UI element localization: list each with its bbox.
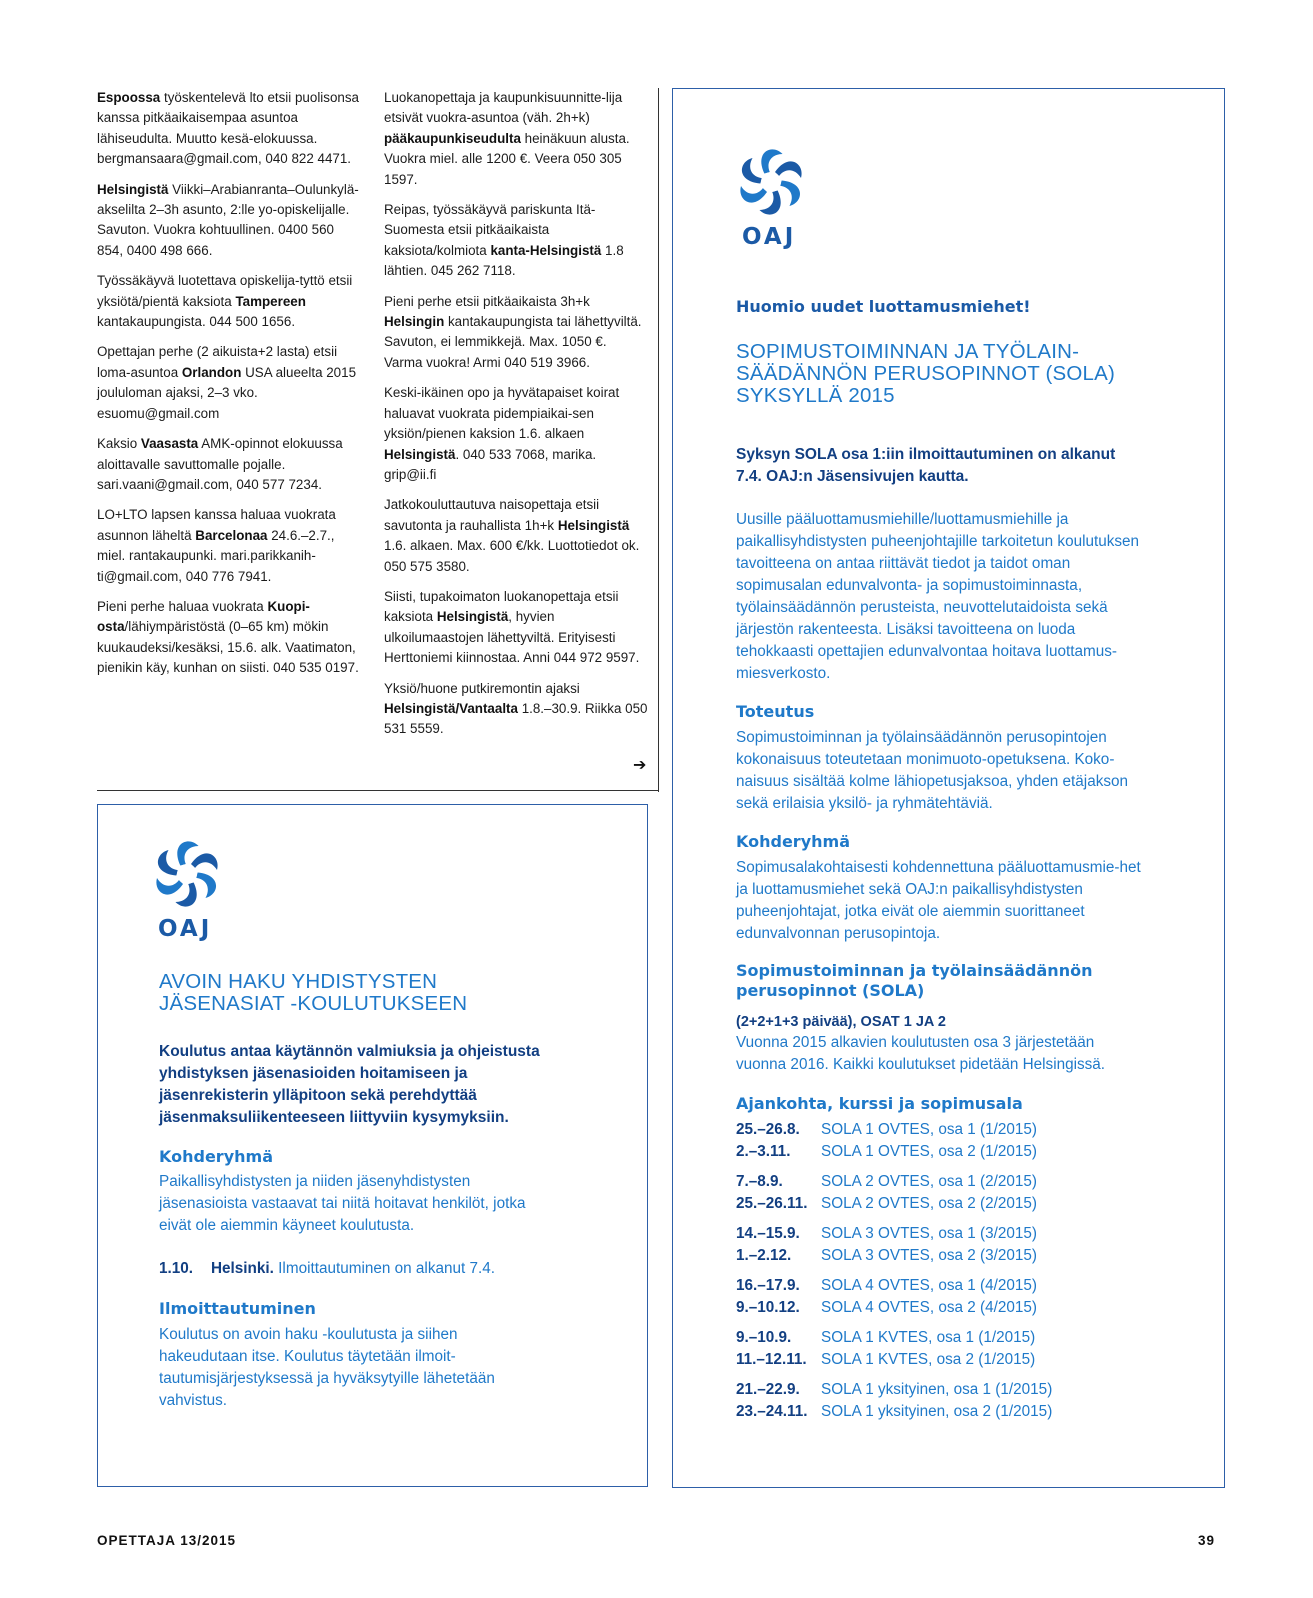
ad-location: Helsingistä xyxy=(384,446,456,462)
ad-location: Helsingistä xyxy=(436,609,509,625)
schedule-course: SOLA 3 OVTES, osa 2 (3/2015) xyxy=(821,1247,1037,1264)
ads-column-2 xyxy=(384,88,648,750)
box1-date-line xyxy=(159,1258,619,1280)
ad-text: 1.6. alkaen. Max. 600 €/kk. Luottotiedot ok. 050 575 3580. xyxy=(384,538,640,574)
oaj-logo-icon xyxy=(152,839,222,909)
schedule-course: SOLA 4 OVTES, osa 2 (4/2015) xyxy=(821,1299,1037,1316)
box2-kicker: Huomio uudet luottamusmiehet! xyxy=(736,297,1031,316)
classified-ad xyxy=(384,383,648,485)
ad-text: työskentelevä lto etsii puolisonsa kanssa pitkäaikaisempaa asuntoa lähiseudulta. Muutto kesä-elokuussa. bergmansaara@gmail.com, 040 822 4471. xyxy=(97,90,360,167)
ads-column-1 xyxy=(97,88,361,689)
box1-subheading-ilmoittautuminen: Ilmoittautuminen xyxy=(159,1299,316,1318)
box1-date: 1.10. xyxy=(159,1260,194,1277)
ad-location: Espoossa xyxy=(97,90,161,105)
classified-ad xyxy=(384,587,648,669)
schedule-date: 25.–26.8. xyxy=(736,1121,800,1138)
box2-subheading-toteutus: Toteutus xyxy=(736,702,815,721)
schedule-course: SOLA 2 OVTES, osa 1 (2/2015) xyxy=(821,1173,1037,1190)
ad-text: LO+LTO lapsen kanssa haluaa vuokrata asunnon läheltä xyxy=(97,507,336,543)
schedule-date: 2.–3.11. xyxy=(736,1143,791,1160)
box1-headline: AVOIN HAKU YHDISTYSTEN JÄSENASIAT -KOULUTUKSEEN xyxy=(159,970,468,1015)
schedule-row xyxy=(736,1379,1156,1401)
schedule-date: 11.–12.11. xyxy=(736,1351,807,1368)
schedule-group xyxy=(736,1379,1156,1423)
classified-ad xyxy=(97,434,361,495)
classified-ad xyxy=(97,180,361,262)
ad-text: kantakaupungista. 044 500 1656. xyxy=(97,314,296,330)
schedule-date: 1.–2.12. xyxy=(736,1247,792,1264)
classified-ad xyxy=(384,88,648,190)
schedule-row xyxy=(736,1171,1156,1193)
schedule-row xyxy=(736,1327,1156,1349)
schedule-row xyxy=(736,1401,1156,1423)
ad-text: , hyvien ulkoilumaastojen lähettyviltä. Erityisesti Herttoniemi kiinnostaa. Anni 044 972 9597. xyxy=(384,609,640,666)
schedule-course: SOLA 1 yksityinen, osa 1 (1/2015) xyxy=(821,1381,1053,1398)
ad-location: Barcelonaa xyxy=(195,527,268,543)
schedule-group xyxy=(736,1171,1156,1215)
schedule-date: 9.–10.12. xyxy=(736,1299,800,1316)
ad-text: . 040 533 7068, marika. grip@ii.fi xyxy=(384,446,597,482)
oaj-logo-text: OAJ xyxy=(742,224,797,250)
ad-text: Pieni perhe haluaa vuokrata xyxy=(97,598,268,614)
schedule-group xyxy=(736,1119,1156,1163)
schedule-row xyxy=(736,1193,1156,1215)
classified-ad xyxy=(384,679,648,740)
ad-location: Helsingistä xyxy=(557,517,630,533)
schedule-date: 14.–15.9. xyxy=(736,1225,800,1242)
box1-city: Helsinki. xyxy=(211,1260,274,1277)
schedule-course: SOLA 1 KVTES, osa 1 (1/2015) xyxy=(821,1329,1036,1346)
ad-box-sola xyxy=(672,88,1225,1488)
schedule-group xyxy=(736,1275,1156,1319)
oaj-logo-text: OAJ xyxy=(158,916,213,942)
schedule-group xyxy=(736,1223,1156,1267)
ad-text: Luokanopettaja ja kaupunkisuunnitte-lija etsivät vuokra-asuntoa (väh. 2h+k) xyxy=(384,90,623,126)
classified-ad xyxy=(97,88,361,170)
ad-text: Keski-ikäinen opo ja hyvätapaiset koirat haluavat vuokrata pidempiaikai-sen yksiön/pienen kaksion 1.6. alkaen xyxy=(384,385,620,442)
ad-text: Työssäkäyvä luotettava opiskelija-tyttö etsii yksiötä/pientä kaksiota xyxy=(97,273,353,309)
oaj-logo-icon xyxy=(736,147,806,217)
footer-page-number: 39 xyxy=(1197,1533,1215,1548)
ad-text: Siisti, tupakoimaton luokanopettaja etsii kaksiota xyxy=(384,588,619,625)
box2-intro: Uusille pääluottamusmiehille/luottamusmiehille ja paikallisyhdistysten puheenjohtajille tarkoitetun koulutuksen tavoitteena on antaa riittävät tiedot ja taidot oman sopimusalan edunvalvonta- ja sopimustoiminnasta, työlainsäädännön perusteista, neuvottelutaidoista sekä järjestön rakenteesta. Lisäksi tavoitteena on luoda tehokkaasti opettajien edunvalvontaa hoitava luottamus-miesverkosto. xyxy=(736,511,1140,682)
ad-text: 1.8.–30.9. Riikka 050 531 5559. xyxy=(384,700,648,737)
schedule-row xyxy=(736,1119,1156,1141)
ad-text: AMK-opinnot elokuussa aloittavalle savuttomalle pojalle. sari.vaani@gmail.com, 040 577 7234. xyxy=(97,436,343,492)
classified-ad xyxy=(384,292,648,374)
ad-location: Helsingistä xyxy=(97,181,169,197)
ad-text: Yksiö/huone putkiremontin ajaksi xyxy=(384,680,580,696)
ad-location: kanta-Helsingistä xyxy=(490,242,602,258)
classified-ad xyxy=(97,597,361,679)
box2-subheading-sola: Sopimustoiminnan ja työlainsäädännön perusopinnot (SOLA) xyxy=(736,961,1093,1000)
box1-subheading-kohderyhma: Kohderyhmä xyxy=(159,1147,273,1166)
ad-location: Helsingin xyxy=(384,314,445,330)
box1-body-ilmoittautuminen: Koulutus on avoin haku -koulutusta ja siihen hakeudutaan itse. Koulutus täytetään ilmoit-tautumisjärjestyksessä ja hyväksytyille lähetetään vahvistus. xyxy=(159,1326,495,1409)
classified-ad xyxy=(384,495,648,577)
ad-location: pääkaupunkiseudulta xyxy=(384,130,521,146)
box2-subheading-kohderyhma: Kohderyhmä xyxy=(736,832,850,851)
schedule-row xyxy=(736,1141,1156,1163)
schedule-course: SOLA 1 KVTES, osa 2 (1/2015) xyxy=(821,1351,1036,1368)
ad-text: Reipas, työssäkäyvä pariskunta Itä-Suomesta etsii pitkäaikaista kaksiota/kolmiota xyxy=(384,202,596,258)
ad-box-jasenasiat xyxy=(97,804,648,1487)
box2-headline: SOPIMUSTOIMINNAN JA TYÖLAIN- SÄÄDÄNNÖN PERUSOPINNOT (SOLA) SYKSYLLÄ 2015 xyxy=(736,340,1116,407)
box2-parts: (2+2+1+3 päivää), OSAT 1 JA 2 xyxy=(736,1014,946,1030)
classified-ad xyxy=(384,200,648,282)
ad-text: heinäkuun alusta. Vuokra miel. alle 1200 €. Veera 050 305 1597. xyxy=(384,130,630,187)
ad-location: Kuopi-osta xyxy=(97,598,310,635)
ad-text: 1.8 lähtien. 045 262 7118. xyxy=(384,242,624,279)
box2-body-sola: Vuonna 2015 alkavien koulutusten osa 3 järjestetään vuonna 2016. Kaikki koulutukset pidetään Helsingissä. xyxy=(736,1034,1106,1073)
classified-ad xyxy=(97,342,361,424)
schedule-row xyxy=(736,1223,1156,1245)
ad-location: Helsingistä/Vantaalta xyxy=(384,700,518,716)
schedule-list xyxy=(736,1119,1156,1431)
ad-text: 24.6.–2.7., miel. rantakaupunki. mari.parikkanih-ti@gmail.com, 040 776 7941. xyxy=(97,527,335,584)
schedule-course: SOLA 3 OVTES, osa 1 (3/2015) xyxy=(821,1225,1037,1242)
schedule-date: 23.–24.11. xyxy=(736,1403,808,1420)
schedule-row xyxy=(736,1245,1156,1267)
schedule-row xyxy=(736,1349,1156,1371)
ad-text: Opettajan perhe (2 aikuista+2 lasta) etsii loma-asuntoa xyxy=(97,344,338,380)
box2-lead: Syksyn SOLA osa 1:iin ilmoittautuminen on alkanut 7.4. OAJ:n Jäsensivujen kautta. xyxy=(736,446,1116,485)
schedule-course: SOLA 1 yksityinen, osa 2 (1/2015) xyxy=(821,1403,1053,1420)
box1-lead: Koulutus antaa käytännön valmiuksia ja ohjeistusta yhdistyksen jäsenasioiden hoitamiseen ja jäsenrekisterin ylläpitoon sekä perehdyttää jäsenmaksuliikenteeseen liittyviin kysymyksiin. xyxy=(159,1043,540,1126)
schedule-date: 25.–26.11. xyxy=(736,1195,808,1212)
box1-date-note: Ilmoittautuminen on alkanut 7.4. xyxy=(278,1260,496,1277)
ad-location: Tampereen xyxy=(235,293,306,309)
classified-ad xyxy=(97,271,361,332)
box2-subheading-schedule: Ajankohta, kurssi ja sopimusala xyxy=(736,1094,1023,1113)
schedule-course: SOLA 4 OVTES, osa 1 (4/2015) xyxy=(821,1277,1037,1294)
arrow-right-icon: ➔ xyxy=(633,757,647,774)
ad-text: Viikki–Arabianranta–Oulunkylä-akselilta 2–3h asunto, 2:lle yo-opiskelijalle. Savuton. Vuokra kohtuullinen. 0400 560 854, 0400 498 666. xyxy=(97,181,359,258)
schedule-course: SOLA 2 OVTES, osa 2 (2/2015) xyxy=(821,1195,1037,1212)
ad-text: kantakaupungista tai lähettyviltä. Savuton, ei lemmikkejä. Max. 1050 €. Varma vuokra! Armi 040 519 3966. xyxy=(384,314,642,370)
schedule-date: 7.–8.9. xyxy=(736,1173,783,1190)
ad-text: Pieni perhe etsii pitkäaikaista 3h+k xyxy=(384,293,590,309)
section-divider xyxy=(97,790,659,791)
oaj-logo xyxy=(736,147,806,250)
footer-magazine: OPETTAJA 13/2015 xyxy=(97,1533,237,1548)
ad-text: Jatkokouluttautuva naisopettaja etsii savutonta ja rauhallista 1h+k xyxy=(384,497,600,533)
box2-body-toteutus: Sopimustoiminnan ja työlainsäädännön perusopintojen kokonaisuus toteutetaan monimuoto-opetuksena. Koko-naisuus sisältää kolme lähiopetusjaksoa, yhden etäjakson sekä erilaisia yksilö- ja ryhmätehtäviä. xyxy=(736,729,1129,812)
schedule-course: SOLA 1 OVTES, osa 1 (1/2015) xyxy=(821,1121,1037,1138)
ad-text: Kaksio xyxy=(97,436,141,452)
ad-location: Vaasasta xyxy=(140,436,199,452)
schedule-date: 9.–10.9. xyxy=(736,1329,792,1346)
ad-text: /lähiympäristöstä (0–65 km) mökin kuukaudeksi/kesäksi, 15.6. alk. Vaatimaton, pienikin käy, kunhan on siisti. 040 535 0197. xyxy=(97,619,359,676)
schedule-course: SOLA 1 OVTES, osa 2 (1/2015) xyxy=(821,1143,1037,1160)
schedule-date: 21.–22.9. xyxy=(736,1381,800,1398)
schedule-date: 16.–17.9. xyxy=(736,1277,800,1294)
box2-body-kohderyhma: Sopimusalakohtaisesti kohdennettuna pääluottamusmie-het ja luottamusmiehet sekä OAJ:n paikallisyhdistysten puheenjohtajat, jotka eivät ole aiemmin suorittaneet edunvalvonnan perusopintoja. xyxy=(736,859,1141,942)
oaj-logo xyxy=(152,839,222,942)
schedule-row xyxy=(736,1275,1156,1297)
classified-ad xyxy=(97,505,361,587)
box1-body-kohderyhma: Paikallisyhdistysten ja niiden jäsenyhdistysten jäsenasioista vastaavat tai niitä hoitavat henkilöt, jotka eivät ole aiemmin käyneet koulutusta. xyxy=(159,1173,526,1234)
ad-location: Orlandon xyxy=(181,364,242,380)
column-divider xyxy=(658,88,659,792)
ad-text: USA alueelta 2015 joululoman ajaksi, 2–3 vko. esuomu@gmail.com xyxy=(97,364,357,421)
schedule-row xyxy=(736,1297,1156,1319)
schedule-group xyxy=(736,1327,1156,1371)
